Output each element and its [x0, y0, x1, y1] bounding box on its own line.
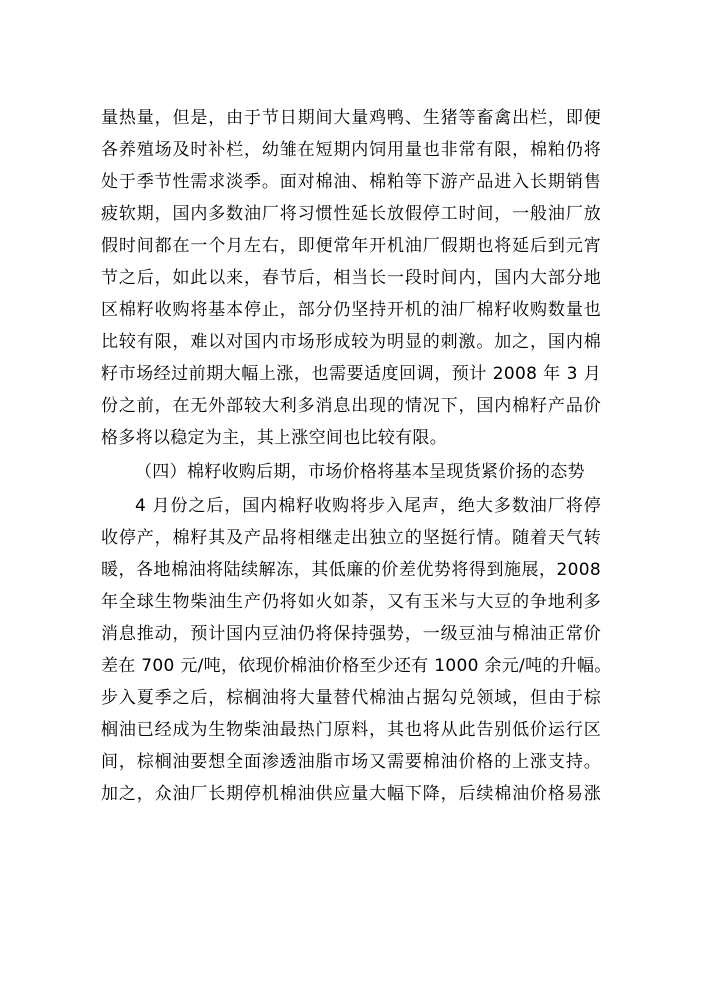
paragraph-2-line-3: 暖，各地棉油将陆续解冻，其低廉的价差优势将得到施展，2008: [101, 560, 601, 580]
paragraph-2-line-7: 步入夏季之后，棕榈油将大量替代棉油占据勾兑领域，但由于棕: [101, 688, 601, 708]
paragraph-2-line-2: 收停产，棉籽其及产品将相继走出独立的坚挺行情。随着天气转: [101, 528, 601, 548]
section-heading: （四）棉籽收购后期，市场价格将基本呈现货紧价扬的态势: [135, 462, 585, 482]
paragraph-1-line-4: 疲软期，国内多数油厂将习惯性延长放假停工时间，一般油厂放: [101, 204, 601, 224]
paragraph-1-line-2: 各养殖场及时补栏，幼雏在短期内饲用量也非常有限，棉粕仍将: [101, 140, 601, 160]
paragraph-1-line-7: 区棉籽收购将基本停止，部分仍坚持开机的油厂棉籽收购数量也: [101, 300, 601, 320]
paragraph-1-line-1: 量热量，但是，由于节日期间大量鸡鸭、生猪等畜禽出栏，即便: [101, 108, 601, 128]
paragraph-2-line-10: 加之，众油厂长期停机棉油供应量大幅下降，后续棉油价格易涨: [101, 784, 601, 804]
paragraph-2-line-4: 年全球生物柴油生产仍将如火如荼，又有玉米与大豆的争地利多: [101, 592, 601, 612]
paragraph-2-line-5: 消息推动，预计国内豆油仍将保持强势，一级豆油与棉油正常价: [101, 624, 601, 644]
paragraph-1-line-11: 格多将以稳定为主，其上涨空间也比较有限。: [101, 428, 447, 448]
paragraph-2-line-9: 间，棕榈油要想全面渗透油脂市场又需要棉油价格的上涨支持。: [101, 752, 601, 772]
paragraph-1-line-3: 处于季节性需求淡季。面对棉油、棉粕等下游产品进入长期销售: [101, 172, 601, 192]
paragraph-1-line-10: 份之前，在无外部较大利多消息出现的情况下，国内棉籽产品价: [101, 396, 601, 416]
paragraph-1-line-9: 籽市场经过前期大幅上涨，也需要适度回调，预计 2008 年 3 月: [101, 364, 601, 384]
paragraph-1-line-8: 比较有限，难以对国内市场形成较为明显的刺激。加之，国内棉: [101, 332, 601, 352]
paragraph-2-line-1: 4 月份之后，国内棉籽收购将步入尾声，绝大多数油厂将停: [135, 496, 601, 516]
paragraph-2-line-6: 差在 700 元/吨，依现价棉油价格至少还有 1000 余元/吨的升幅。: [101, 656, 612, 676]
paragraph-1-line-6: 节之后，如此以来，春节后，相当长一段时间内，国内大部分地: [101, 268, 601, 288]
paragraph-1-line-5: 假时间都在一个月左右，即便常年开机油厂假期也将延后到元宵: [101, 236, 601, 256]
paragraph-2-line-8: 榈油已经成为生物柴油最热门原料，其也将从此告别低价运行区: [101, 720, 601, 740]
